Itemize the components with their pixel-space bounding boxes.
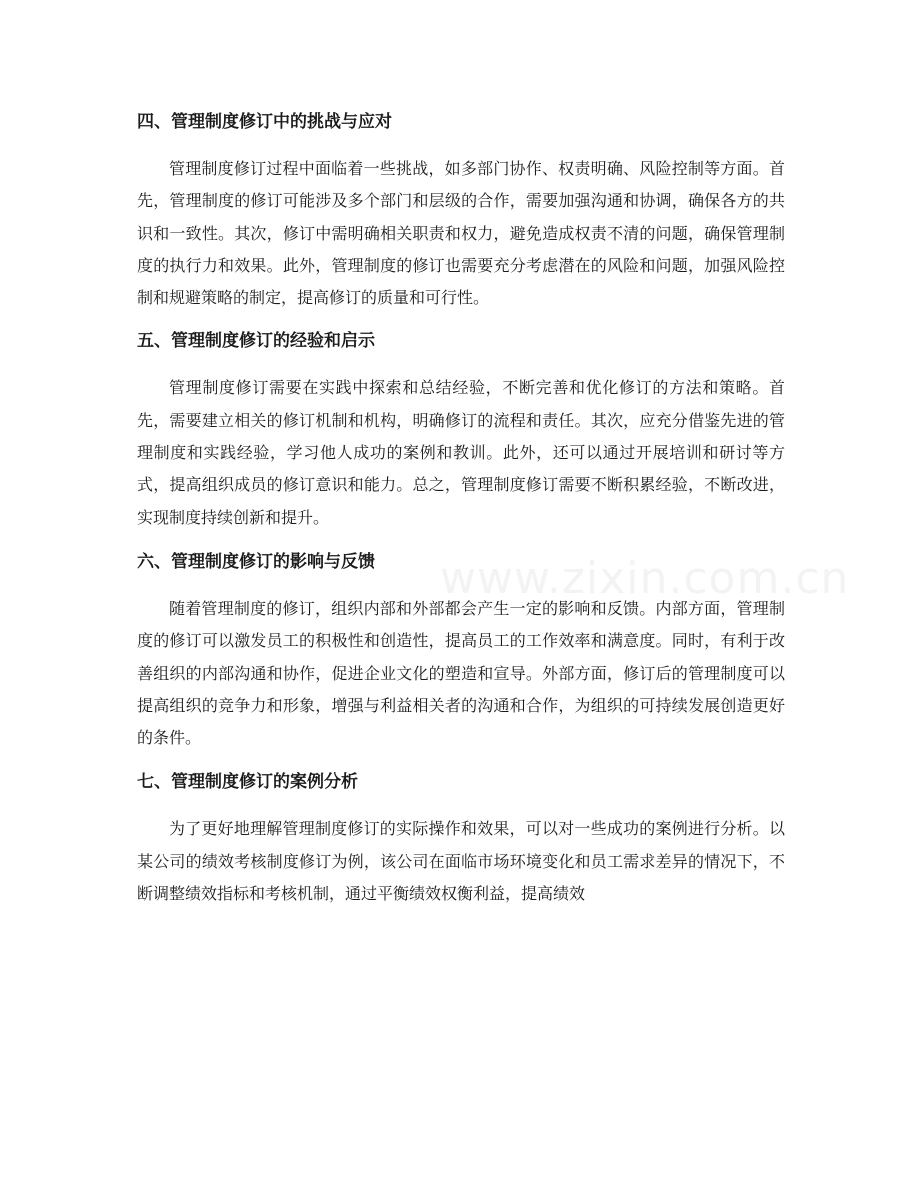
section-paragraph: 管理制度修订过程中面临着一些挑战，如多部门协作、权责明确、风险控制等方面。首先，管理制度的修订可能涉及多个部门和层级的合作，需要加强沟通和协调，确保各方的共识和一致性。其次，修订中需明确相关职责和权力，避免造成权责不清的问题，确保管理制度的执行力和效果。此外，管理制度的修订也需要充分考虑潜在的风险和问题，加强风险控制和规避策略的制定，提高修订的质量和可行性。 bbox=[137, 159, 785, 308]
section-paragraph: 管理制度修订需要在实践中探索和总结经验，不断完善和优化修订的方法和策略。首先，需要建立相关的修订机制和机构，明确修订的流程和责任。其次，应充分借鉴先进的管理制度和实践经验，学习他人成功的案例和教训。此外，还可以通过开展培训和研讨等方式，提高组织成员的修订意识和能力。总之，管理制度修订需要不断积累经验，不断改进，实现制度持续创新和提升。 bbox=[137, 378, 785, 527]
section-paragraph: 随着管理制度的修订，组织内部和外部都会产生一定的影响和反馈。内部方面，管理制度的修订可以激发员工的积极性和创造性，提高员工的工作效率和满意度。同时，有利于改善组织的内部沟通和协作，促进企业文化的塑造和宣导。外部方面，修订后的管理制度可以提高组织的竞争力和形象，增强与利益相关者的沟通和合作，为组织的可持续发展创造更好的条件。 bbox=[137, 598, 785, 748]
section-heading: 七、管理制度修订的案例分析 bbox=[137, 772, 358, 793]
section-4 bbox=[137, 107, 785, 314]
section-heading: 四、管理制度修订中的挑战与应对 bbox=[137, 112, 392, 132]
section-heading: 六、管理制度修订的影响与反馈 bbox=[137, 551, 375, 572]
section-7 bbox=[137, 767, 785, 910]
section-5 bbox=[137, 326, 785, 533]
section-6 bbox=[137, 547, 785, 754]
section-paragraph: 为了更好地理解管理制度修订的实际操作和效果，可以对一些成功的案例进行分析。以某公司的绩效考核制度修订为例，该公司在面临市场环境变化和员工需求差异的情况下，不断调整绩效指标和考核机制，通过平衡绩效权衡利益，提高绩效 bbox=[137, 819, 785, 904]
document-content bbox=[137, 107, 785, 923]
section-heading: 五、管理制度修订的经验和启示 bbox=[137, 331, 375, 352]
watermark: www.zixin.com.cn bbox=[440, 553, 850, 604]
